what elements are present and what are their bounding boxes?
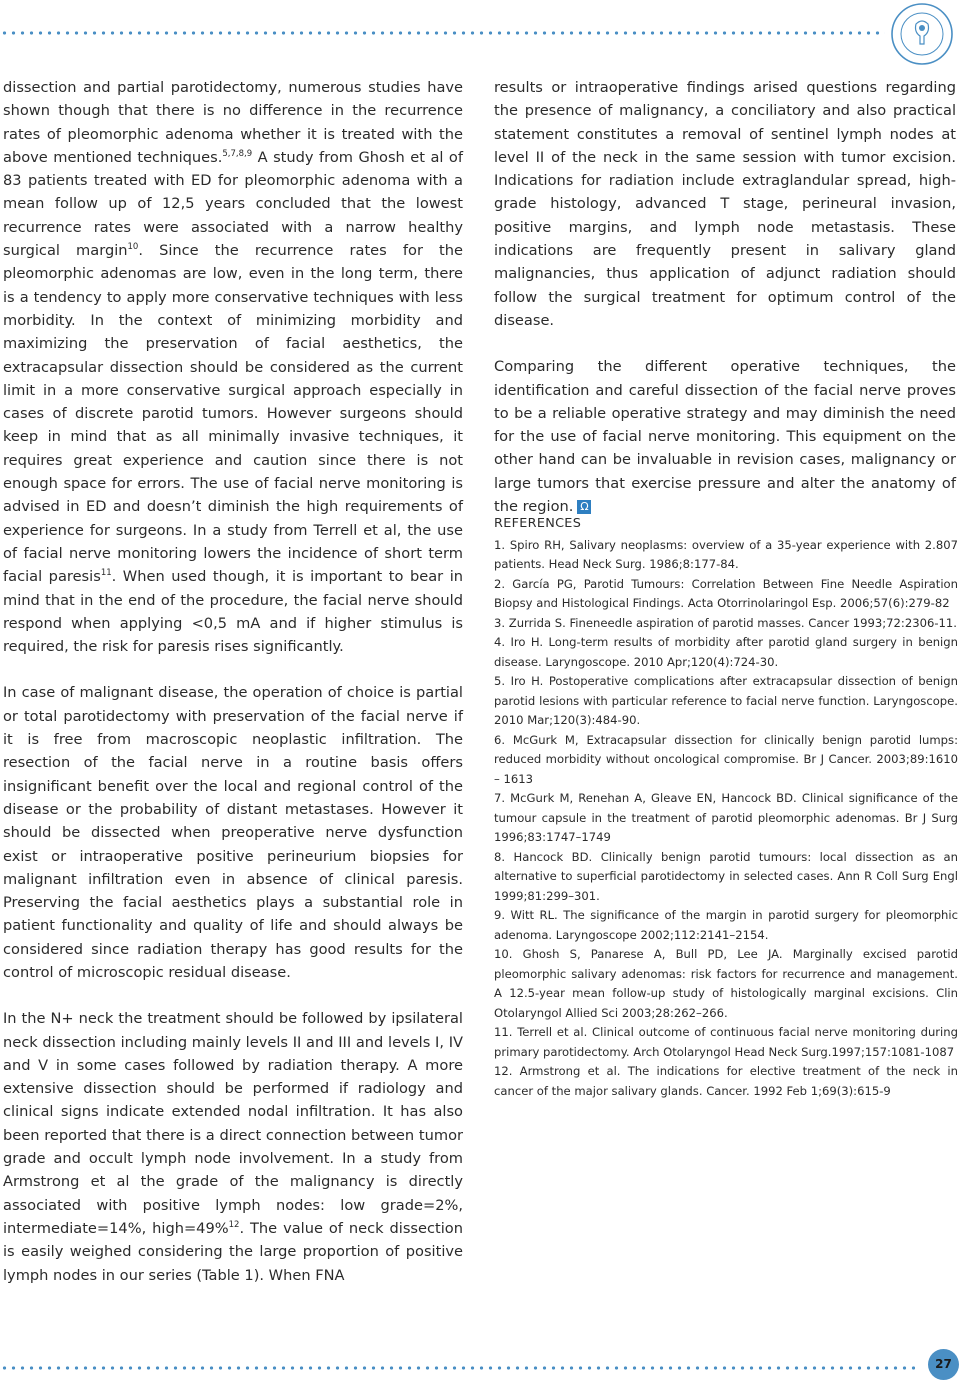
references-list bbox=[494, 536, 958, 1102]
reference-item: 10. Ghosh S, Panarese A, Bull PD, Lee JA. Marginally excised parotid pleomorphic salivary adenomas: risk factors for recurrence and management. A 12.5-year mean follow-up study of histologically marginal excisions. Clin Otolaryngol Allied Sci 2003;28:262–266. bbox=[494, 947, 958, 1020]
references-heading: REFERENCES bbox=[494, 516, 582, 531]
reference-item: 5. Iro H. Postoperative complications after extracapsular dissection of benign parotid lesions with particular reference to facial nerve function. Laryngoscope. 2010 Mar;120(3):484-90. bbox=[494, 674, 958, 727]
text-segment: . Since the recurrence rates for the pleomorphic adenomas are low, even in the long term, there is a tendency to apply more conservative techniques with less morbidity. In the context of minimizing morbidity and maximizing the preservation of facial aesthetics, the extracapsular dissection should be considered as the current limit in a more conservative surgical approach especially in cases of discrete parotid tumors. However surgeons should keep in mind that as all minimally invasive techniques, it requires great experience and caution since there is not enough space for errors. The use of facial nerve monitoring is advised in ED and doesn’t diminish the high requirements of experience for surgeons. In a study from Terrell et al, the use of facial nerve monitoring lowers the incidence of short term facial paresis bbox=[3, 242, 463, 586]
reference-item: 11. Terrell et al. Clinical outcome of continuous facial nerve monitoring during primary parotidectomy. Arch Otolaryngol Head Neck Surg.1997;157:1081-1087 bbox=[494, 1025, 958, 1059]
citation-superscript: 10 bbox=[127, 242, 139, 253]
reference-item: 9. Witt RL. The significance of the margin in parotid surgery for pleomorphic adenoma. Laryngoscope 2002;112:2141–2154. bbox=[494, 908, 958, 942]
page-number: 27 bbox=[928, 1349, 959, 1380]
right-paragraph-1: results or intraoperative findings arised questions regarding the presence of malignancy, a conciliatory and also practical statement constitutes a removal of sentinel lymph nodes at level II of the neck in the same session with tumor excision. Indications for radiation include extraglandular spread, high-grade histology, advanced T stage, perineural invasion, positive margins, and lymph node metastasis. These indications are frequently present in salivary gland malignancies, thus application of adjunct radiation should follow the surgical treatment for optimum control of the disease. bbox=[494, 79, 956, 329]
reference-item: 12. Armstrong et al. The indications for elective treatment of the neck in cancer of the major salivary glands. Cancer. 1992 Feb 1;69(3):615-9 bbox=[494, 1064, 958, 1098]
reference-item: 6. McGurk M, Extracapsular dissection for clinically benign parotid lumps: reduced morbidity without oncological compromise. Br J Cancer. 2003;89:1610 – 1613 bbox=[494, 732, 958, 786]
reference-item: 8. Hancock BD. Clinically benign parotid tumours: local dissection as an alternative to superficial parotidectomy in selected cases. Ann R Coll Surg Engl 1999;81:299–301. bbox=[494, 849, 958, 903]
text-segment: In the N+ neck the treatment should be followed by ipsilateral neck dissection including mainly levels II and III and levels I, IV and V in some cases followed by radiation therapy. A more extensive dissection should be performed if radiology and clinical signs indicate extended nodal infiltration. It has also been reported that there is a direct connection between tumor grade and occult lymph node involvement. In a study from Armstrong et al the grade of the malignancy is directly associated with positive lymph nodes: low grade=2%, intermediate=14%, high=49% bbox=[3, 1010, 463, 1237]
citation-superscript: 5,7,8,9 bbox=[222, 148, 253, 159]
text-segment: . The value of neck dissection is easily weighed considering the large proportion of positive lymph nodes in our series (Table 1). When FNA bbox=[3, 1219, 463, 1284]
text-segment: dissection and partial parotidectomy, numerous studies have shown though that there is no difference in the recurrence rates of pleomorphic adenoma whether it is treated with the above mentioned techniques. bbox=[3, 79, 463, 166]
reference-item: 3. Zurrida S. Fineneedle aspiration of parotid masses. Cancer 1993;72:2306-11. bbox=[494, 615, 957, 630]
citation-superscript: 11 bbox=[100, 568, 112, 579]
reference-item: 4. Iro H. Long-term results of morbidity after parotid gland surgery in benign disease. Laryngoscope. 2010 Apr;120(4):724-30. bbox=[494, 635, 958, 669]
right-paragraph-2 bbox=[494, 355, 956, 518]
reference-item: 2. García PG, Parotid Tumours: Correlation Between Fine Needle Aspiration Biopsy and Histological Findings. Acta Otorrinolaringol Esp. 2006;57(6):279-82 bbox=[494, 576, 958, 610]
left-text-column bbox=[3, 76, 463, 1287]
reference-item: 1. Spiro RH, Salivary neoplasms: overview of a 35-year experience with 2.807 patients. Head Neck Surg. 1986;8:177-84. bbox=[494, 537, 958, 571]
references-section bbox=[494, 514, 958, 1101]
citation-superscript: 12 bbox=[228, 1219, 240, 1230]
left-paragraph-2: In case of malignant disease, the operation of choice is partial or total parotidectomy with preservation of the facial nerve if it is free from macroscopic neoplastic infiltration. The resection of the facial nerve in a routine basis offers insignificant benefit over the local and regional control of the disease or the probability of distant metastases. However it should be dissected when preoperative nerve dysfunction exist or intraoperative positive perineurium biopsies for malignant infiltration even in absence of clinical paresis. Preserving the facial aesthetics plays a substantial role in patient functionality and quality of life and should always be considered since radiation therapy has good results for the control of microscopic residual disease. bbox=[3, 684, 463, 981]
text-segment: Comparing the different operative techniques, the identification and careful dissection of the facial nerve proves to be a reliable operative strategy and may diminish the need for the use of facial nerve monitoring. This equipment on the other hand can be invaluable in revision cases, malignancy or large tumors that exercise pressure and alter the anatomy of the region. bbox=[494, 358, 956, 516]
text-segment: A study from Ghosh et al of 83 patients treated with ED for pleomorphic adenoma with a mean follow up of 12,5 years concluded that the lowest recurrence rates were associated with a narrow healthy surgical margin bbox=[3, 148, 464, 260]
top-dotted-rule bbox=[0, 31, 885, 35]
reference-item: 7. McGurk M, Renehan A, Gleave EN, Hancock BD. Clinical significance of the tumour capsule in the treatment of parotid pleomorphic adenomas. Br J Surg 1996;83:1747–1749 bbox=[494, 791, 958, 844]
society-seal-logo bbox=[890, 2, 954, 66]
end-of-article-omega-icon: Ω bbox=[577, 500, 591, 514]
left-paragraph-1 bbox=[3, 76, 463, 658]
right-text-column bbox=[494, 76, 956, 518]
left-paragraph-3 bbox=[3, 1007, 463, 1287]
bottom-dotted-rule bbox=[0, 1366, 915, 1370]
text-segment: . When used though, it is important to bear in mind that in the end of the procedure, the facial nerve should respond when applying <0,5 mA and if higher stimulus is required, the risk for paresis rises significantly. bbox=[3, 568, 463, 656]
